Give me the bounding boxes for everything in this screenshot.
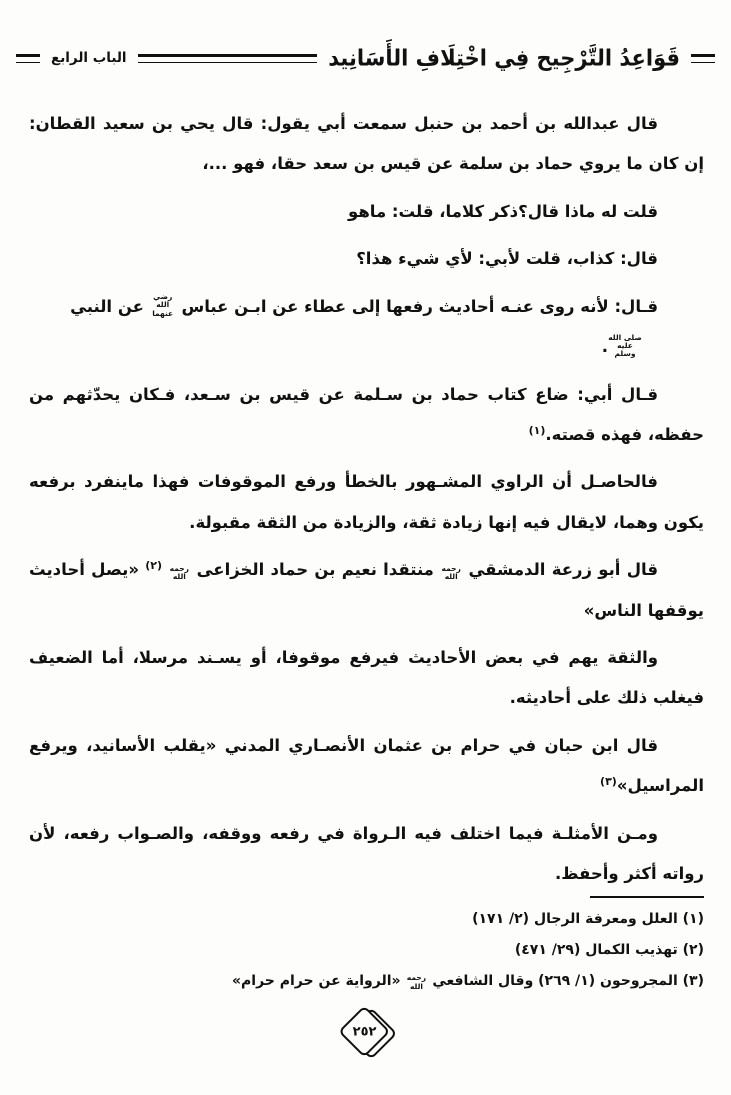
paragraph-7-text-c: «يصل أحاديث يوقفها الناس» [29, 560, 704, 620]
header-rule-center [138, 54, 318, 63]
chapter-label: الباب الرابع [51, 50, 127, 66]
page-number: ٢٥٢ [351, 1024, 376, 1039]
footnote-separator [590, 896, 704, 898]
paragraph-7 [29, 550, 704, 631]
footnote-ref-3: (٣) [600, 775, 617, 789]
footnote-3-number: (٣) [682, 972, 704, 989]
footnote-3-text-after: «الرواية عن حرام حرام» [231, 972, 401, 989]
paragraph-5-text: قـال أبي: ضاع كتاب حماد بن سـلمة عن قيس بن سـعد، فـكان يحدّثهم من حفظه، فهذه قصته. [29, 384, 704, 444]
paragraph-1 [29, 104, 704, 185]
footnote-1 [29, 904, 704, 935]
radiallahu-anhuma-mark: رضي الله عنهما [152, 292, 174, 318]
pbuh-mark: صلى الله عليه وسلم [608, 332, 642, 359]
header-rule-right [691, 54, 715, 63]
paragraph-2 [29, 192, 704, 232]
paragraph-9-text: قال ابن حبان في حرام بن عثمان الأنصـاري المدني «يقلب الأسانيد، ويرفع المراسيل» [29, 735, 704, 796]
paragraph-4-text: قـال: لأنه روى عنـه أحاديث رفعها إلى عطاء عن ابـن عباس [181, 296, 658, 316]
footnote-ref-1: (١) [528, 423, 546, 437]
paragraph-3-text: قال: كذاب، قلت لأبي: لأي شيء هذا؟ [356, 249, 658, 269]
paragraph-7-text-b: منتقدا نعيم بن حماد الخزاعى [196, 560, 434, 580]
paragraph-2-text: قلت له ماذا قال؟ذكر كلاما، قلت: ماهو [347, 201, 658, 221]
footnotes-section [29, 896, 704, 996]
paragraph-10-text: ومـن الأمثلـة فيما اختلف فيه الـرواة في رفعه ووقفه، والصـواب رفعه، لأن رواته أكثر وأحفظ. [29, 823, 704, 884]
paragraph-1-text: قال عبدالله بن أحمد بن حنبل سمعت أبي يقول: قال يحي بن سعيد القطان: إن كان ما يروي حماد بن سلمة عن قيس بن سعد حقا، فهو ...، [29, 114, 704, 174]
paragraph-8-text: والثقة يهم في بعض الأحاديث فيرفع موقوفا، أو يسـند مرسلا، أما الضعيف فيغلب ذلك على أحاديثه. [29, 648, 704, 708]
footnote-3-text-before: المجروحون (١/ ٢٦٩) وقال الشافعي [432, 972, 678, 989]
page-header [16, 46, 715, 70]
paragraph-5 [29, 375, 704, 456]
book-title: قَوَاعِدُ التَّرْجِيح فِي اخْتِلَافِ الأَسَانِيد [328, 45, 680, 71]
body-text [29, 104, 704, 898]
footnote-1-number: (١) [682, 911, 704, 927]
paragraph-3 [29, 239, 704, 279]
paragraph-4-text-b: عن النبي [70, 296, 144, 316]
page-number-badge [335, 1006, 391, 1062]
footnote-2-number: (٢) [682, 941, 704, 958]
footnote-3 [29, 966, 704, 997]
paragraph-8 [29, 638, 704, 719]
pbuh-line [601, 332, 704, 359]
paragraph-6 [29, 462, 704, 543]
rahimahullah-mark-2: رحمه الله [169, 563, 189, 582]
footnote-2-text: تهذيب الكمال (٢٩/ ٤٧١) [514, 941, 678, 958]
paragraph-4-period: . [601, 337, 608, 357]
paragraph-10 [29, 814, 704, 895]
paragraph-9 [29, 726, 704, 807]
paragraph-6-text: فالحاصـل أن الراوي المشـهور بالخطأ ورفع الموقوفات فهذا ماينفرد برفعه يكون وهما، لايقال فيه إنها زيادة ثقة، والزيادة من الثقة مقبولة. [29, 472, 704, 532]
diamond-outline-front [338, 1005, 390, 1057]
paragraph-7-text-a: قال أبو زرعة الدمشقي [468, 560, 659, 580]
footnote-1-text: العلل ومعرفة الرجال (٢/ ١٧١) [472, 911, 678, 927]
paragraph-4 [29, 287, 704, 368]
footnote-ref-2: (٢) [145, 559, 163, 573]
rahimahullah-mark-1: رحمه الله [441, 563, 461, 582]
header-rule-left [16, 54, 40, 63]
rahimahullah-mark-3: رحمه الله [406, 973, 427, 991]
footnote-2 [29, 935, 704, 966]
